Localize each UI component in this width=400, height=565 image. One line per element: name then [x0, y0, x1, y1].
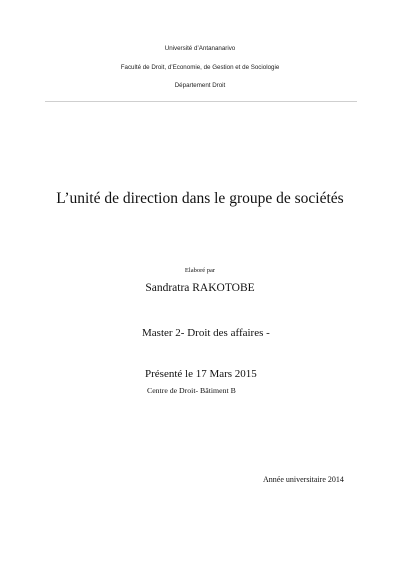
presentation-date: Présenté le 17 Mars 2015 [145, 368, 257, 380]
author-name: Sandratra RAKOTOBE [145, 282, 255, 294]
program-name: Master 2- Droit des affaires - [142, 327, 270, 339]
presentation-location: Centre de Droit- Bâtiment B [147, 386, 236, 395]
header-divider [45, 101, 357, 102]
academic-year: Année universitaire 2014 [263, 475, 344, 484]
university-name: Université d’Antananarivo [164, 45, 236, 52]
thesis-title: L’unité de direction dans le groupe de sociétés [56, 190, 344, 207]
prepared-by-label: Elaboré par [184, 267, 216, 274]
faculty-name: Faculté de Droit, d’Economie, de Gestion et de Sociologie [120, 64, 280, 71]
department-name: Département Droit [174, 82, 226, 89]
